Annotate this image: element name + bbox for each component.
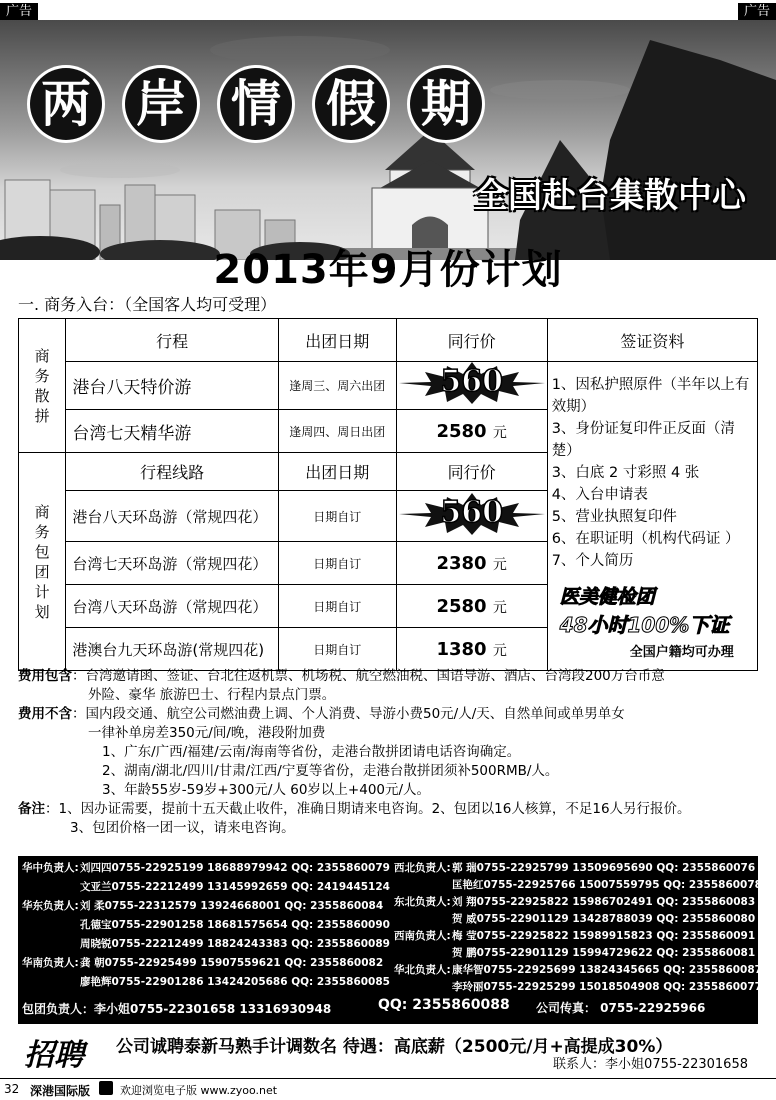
- starburst-price: 560: [397, 362, 547, 404]
- contact-row: 文亚兰0755-22212499 13145992659 QQ: 2419445124: [80, 881, 390, 893]
- contact-row: 匡艳红0755-22925766 15007559795 QQ: 2355860078: [452, 879, 762, 891]
- header-price: 同行价: [396, 453, 547, 491]
- contact-row: 西南负责人:梅 莹0755-22925822 15989915823 QQ: 2355860091: [394, 930, 756, 942]
- remark-line: 备注：1、因办证需要，提前十五天截止收件，准确日期请来电咨询。2、包团以16人核算，不足16人另行报价。: [18, 801, 691, 817]
- header-date: 出团日期: [278, 319, 396, 362]
- recruit-text: 公司诚聘泰新马熟手计调数名 待遇：高底薪（2500元/月+高提成30%）: [116, 1037, 673, 1057]
- remark-line2: 3、包团价格一团一议，请来电咨询。: [70, 820, 295, 836]
- route-cell: 台湾七天环岛游（常规四花）: [66, 542, 279, 585]
- ad-label-left: 广告: [0, 3, 38, 21]
- price-cell: 2380 元: [396, 542, 547, 585]
- contact-row: 李玲丽0755-22925299 15018504908 QQ: 2355860077: [452, 981, 762, 993]
- fee-notes: [18, 667, 763, 838]
- excluded-line: 费用不含：国内段交通、航空公司燃油费上调、个人消费、导游小费50元/人/天、自然单间或单男单女: [18, 706, 625, 722]
- contact-row: 华东负责人:刘 柔0755-22312579 13924668001 QQ: 2355860084: [22, 900, 384, 912]
- contact-row: 华南负责人:龚 朝0755-22925499 15907559621 QQ: 2355860082: [22, 957, 384, 969]
- header-date: 出团日期: [278, 453, 396, 491]
- group-label-scatter: 商务散拼: [19, 319, 66, 453]
- contact-row: 华中负责人:刘四四0755-22925199 18688979942 QQ: 2355860079: [22, 862, 390, 874]
- excluded-detail: 1、广东/广西/福建/云南/海南等省份，走港台散拼团请电话咨询确定。: [102, 744, 521, 760]
- price-cell: [396, 362, 547, 410]
- header-price: 同行价: [396, 319, 547, 362]
- date-cell: 日期自订: [278, 585, 396, 628]
- medical-promo: [560, 582, 753, 660]
- medical-line3: 全国户籍均可办理: [629, 645, 734, 660]
- edition-name: 深港国际版: [30, 1084, 91, 1098]
- tour-table: [18, 318, 758, 671]
- hero-title-char: 情: [220, 68, 292, 140]
- starburst-price: 560: [397, 493, 547, 535]
- section-heading: 一. 商务入台：（全国客人均可受理）: [18, 295, 277, 314]
- excluded-detail: 2、湖南/湖北/四川/甘肃/江西/宁夏等省份，走港台散拼团须补500RMB/人。: [102, 763, 559, 779]
- excluded-detail: 3、年龄55岁-59岁+300元/人 60岁以上+400元/人。: [102, 782, 431, 798]
- group-label-charter: 商务包团计划: [19, 453, 66, 671]
- excluded-detail: 一律补单房差350元/间/晚，港段附加费: [88, 725, 326, 741]
- price-cell: [396, 491, 547, 542]
- logo-icon: [99, 1081, 113, 1095]
- visa-item: 3、身份证复印件正反面（清楚）: [551, 421, 735, 459]
- route-cell: 港澳台九天环岛游(常规四花): [66, 628, 279, 671]
- visa-item: 4、入台申请表: [551, 487, 648, 503]
- contact-row: 贺 鹏0755-22901129 15994729622 QQ: 2355860081: [452, 947, 756, 959]
- included-line: 费用包含：台湾邀请函、签证、台北往返机票、机场税、航空燃油税、国语导游、酒店、台湾段200万台币意: [18, 668, 665, 684]
- date-cell: 日期自订: [278, 491, 396, 542]
- route-cell: 台湾八天环岛游（常规四花）: [66, 585, 279, 628]
- visa-item: 5、营业执照复印件: [551, 509, 677, 525]
- recruit-title: 招聘: [24, 1038, 84, 1073]
- skyline-illustration: [0, 20, 776, 260]
- medical-line1: 医美健检团: [559, 586, 655, 608]
- included-line2: 外险、豪华 旅游巴士、行程内景点门票。: [88, 687, 336, 703]
- contact-row: 贺 威0755-22901129 13428788039 QQ: 2355860080: [452, 913, 756, 925]
- contacts-panel: [18, 856, 762, 1024]
- page-footer: [0, 1078, 776, 1100]
- hero-title-char: 岸: [125, 68, 197, 140]
- contact-row: 华北负责人:康华智0755-22925699 13824345665 QQ: 2355860087: [394, 964, 762, 976]
- date-cell: 逢周四、周日出团: [278, 410, 396, 453]
- price-cell: 2580 元: [396, 410, 547, 453]
- page-number: 32: [4, 1082, 20, 1096]
- date-cell: 逢周三、周六出团: [278, 362, 396, 410]
- visa-item: 3、白底 2 寸彩照 4 张: [551, 465, 700, 481]
- hero-title-char: 假: [315, 68, 387, 140]
- contact-row: 孔德宝0755-22901258 18681575654 QQ: 2355860090: [80, 919, 390, 931]
- contact-row: 周晓锐0755-22212499 18824243383 QQ: 2355860089: [80, 938, 390, 950]
- contact-row: 廖艳辉0755-22901286 13424205686 QQ: 2355860085: [80, 976, 390, 988]
- date-cell: 日期自订: [278, 628, 396, 671]
- charter-contact: 包团负责人：李小姐0755-22301658 13316930948: [22, 1002, 332, 1016]
- medical-line2: 48小时100%下证: [559, 613, 730, 637]
- hero-banner: [0, 20, 776, 260]
- date-cell: 日期自订: [278, 542, 396, 585]
- ad-label-right: 广告: [738, 3, 776, 21]
- hero-title-char: 两: [30, 68, 102, 140]
- hero-subtitle: 全国赴台集散中心: [474, 176, 746, 216]
- price-cell: 2580 元: [396, 585, 547, 628]
- route-cell: 港台八天特价游: [66, 362, 279, 410]
- welcome-text: 欢迎浏览电子版 www.zyoo.net: [120, 1084, 278, 1097]
- visa-item: 7、个人简历: [551, 553, 634, 569]
- recruit-contact: 联系人：李小姐0755-22301658: [553, 1057, 748, 1072]
- contact-row: 西北负责人:郭 瑞0755-22925799 13509695690 QQ: 2355860076: [394, 862, 756, 874]
- route-cell: 港台八天环岛游（常规四花）: [66, 491, 279, 542]
- visa-item: 6、在职证明（机构代码证 ）: [551, 531, 740, 547]
- visa-item: 1、因私护照原件（半年以上有效期）: [551, 377, 750, 415]
- visa-docs-cell: [547, 362, 757, 671]
- plan-title: 2013年9月份计划: [213, 247, 563, 293]
- header-route-line: 行程线路: [66, 453, 279, 491]
- price-cell: 1380 元: [396, 628, 547, 671]
- header-route: 行程: [66, 319, 279, 362]
- company-fax: 公司传真： 0755-22925966: [536, 1001, 706, 1015]
- contact-row: 东北负责人:刘 翔0755-22925822 15986702491 QQ: 2355860083: [394, 896, 756, 908]
- recruit-banner: [18, 1024, 758, 1074]
- hero-title-char: 期: [410, 68, 482, 140]
- header-visa: 签证资料: [547, 319, 757, 362]
- route-cell: 台湾七天精华游: [66, 410, 279, 453]
- company-qq: QQ: 2355860088: [378, 997, 510, 1013]
